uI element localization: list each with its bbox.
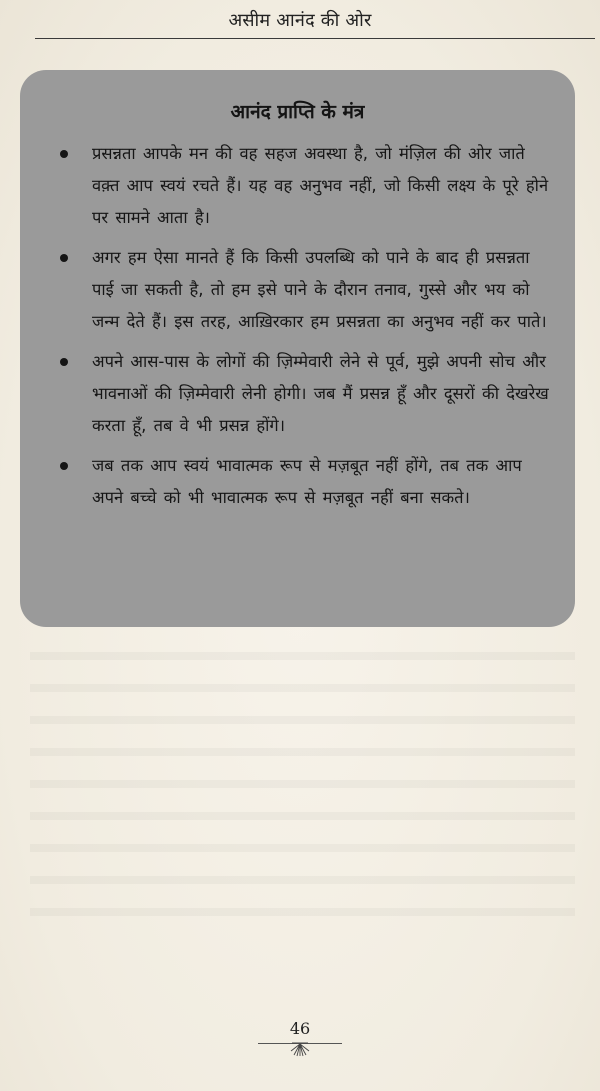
bullet-icon [60,462,68,470]
list-item [20,346,575,442]
list-item-text: प्रसन्नता आपके मन की वह सहज अवस्था है, जो मंज़िल की ओर जाते वक़्त आप स्वयं रचते हैं। यह वह अनुभव नहीं, जो किसी लक्ष्य के पूरे होने पर सामने आता है। [92,144,549,227]
header-rule [35,38,595,39]
page-number: 46 [289,1019,311,1038]
list-item-text: अगर हम ऐसा मानते हैं कि किसी उपलब्धि को पाने के बाद ही प्रसन्नता पाई जा सकती है, तो हम इसे पाने के दौरान तनाव, गुस्से और भय को जन्म देते हैं। इस तरह, आख़िरकार हम प्रसन्नता का अनुभव नहीं कर पाते। [92,248,547,331]
bullet-icon [60,254,68,262]
list-item [20,138,575,234]
list-item-text: अपने आस-पास के लोगों की ज़िम्मेवारी लेने से पूर्व, मुझे अपनी सोच और भावनाओं की ज़िम्मेवारी लेनी होगी। जब मैं प्रसन्न हूँ और दूसरों की देखरेख करता हूँ, तब वे भी प्रसन्न होंगे। [92,352,549,435]
list-item [20,450,575,514]
box-title: आनंद प्राप्ति के मंत्र [230,101,365,123]
bullet-icon [60,150,68,158]
list-item [20,242,575,338]
bullet-icon [60,358,68,366]
sunburst-ornament-icon [288,1042,312,1058]
list-item-text: जब तक आप स्वयं भावात्मक रूप से मज़बूत नहीं होंगे, तब तक आप अपने बच्चे को भी भावात्मक रूप से मज़बूत नहीं बना सकते। [92,456,522,507]
mantra-box [20,70,575,627]
running-header: असीम आनंद की ओर [228,10,372,31]
show-through-texture [30,640,575,940]
mantra-list [20,138,575,522]
